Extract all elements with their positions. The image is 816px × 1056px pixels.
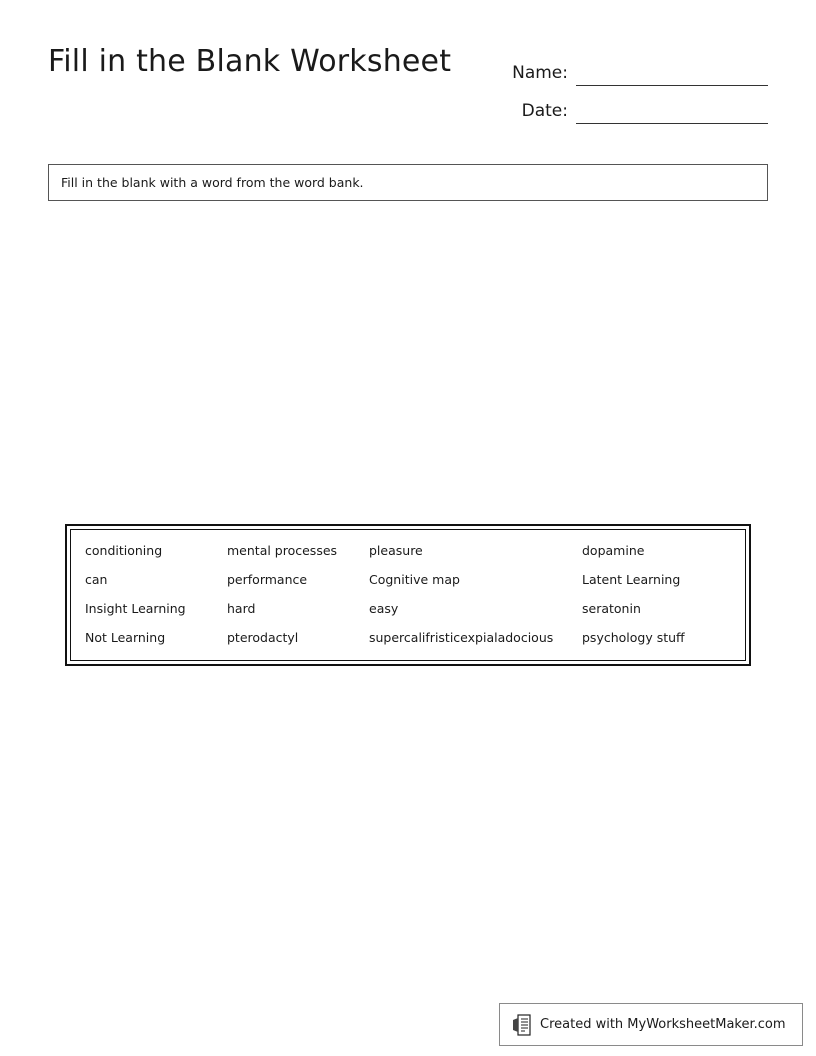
instructions-box: [48, 164, 768, 201]
page-title: Fill in the Blank Worksheet: [48, 44, 452, 79]
date-field-row: [498, 86, 768, 124]
word-bank: [65, 524, 751, 666]
worksheet-header: [48, 44, 768, 124]
word-bank-item: can: [85, 572, 108, 587]
word-bank-item: supercalifristicexpialadocious: [369, 630, 554, 645]
word-bank-item: hard: [227, 601, 256, 616]
word-bank-item: Latent Learning: [582, 572, 681, 587]
footer-badge-text: Created with MyWorksheetMaker.com: [540, 1017, 786, 1032]
instructions-text: Fill in the blank with a word from the word bank.: [61, 175, 364, 190]
name-label: Name:: [512, 63, 568, 83]
word-bank-item: easy: [369, 601, 399, 616]
name-input-line[interactable]: [576, 63, 768, 86]
footer-badge[interactable]: [499, 1003, 803, 1046]
name-date-block: [498, 48, 768, 124]
word-bank-item: dopamine: [582, 543, 645, 558]
word-bank-item: pleasure: [369, 543, 423, 558]
word-bank-item: performance: [227, 572, 308, 587]
word-bank-grid: [85, 542, 731, 646]
word-bank-inner: [70, 529, 746, 661]
word-bank-item: Not Learning: [85, 630, 166, 645]
worksheet-maker-logo-icon: [512, 1014, 532, 1036]
word-bank-item: seratonin: [582, 601, 641, 616]
word-bank-item: psychology stuff: [582, 630, 685, 645]
word-bank-item: conditioning: [85, 543, 163, 558]
word-bank-item: Insight Learning: [85, 601, 186, 616]
date-label: Date:: [521, 101, 568, 121]
name-field-row: [498, 48, 768, 86]
word-bank-item: Cognitive map: [369, 572, 460, 587]
word-bank-item: pterodactyl: [227, 630, 299, 645]
date-input-line[interactable]: [576, 101, 768, 124]
word-bank-item: mental processes: [227, 543, 338, 558]
